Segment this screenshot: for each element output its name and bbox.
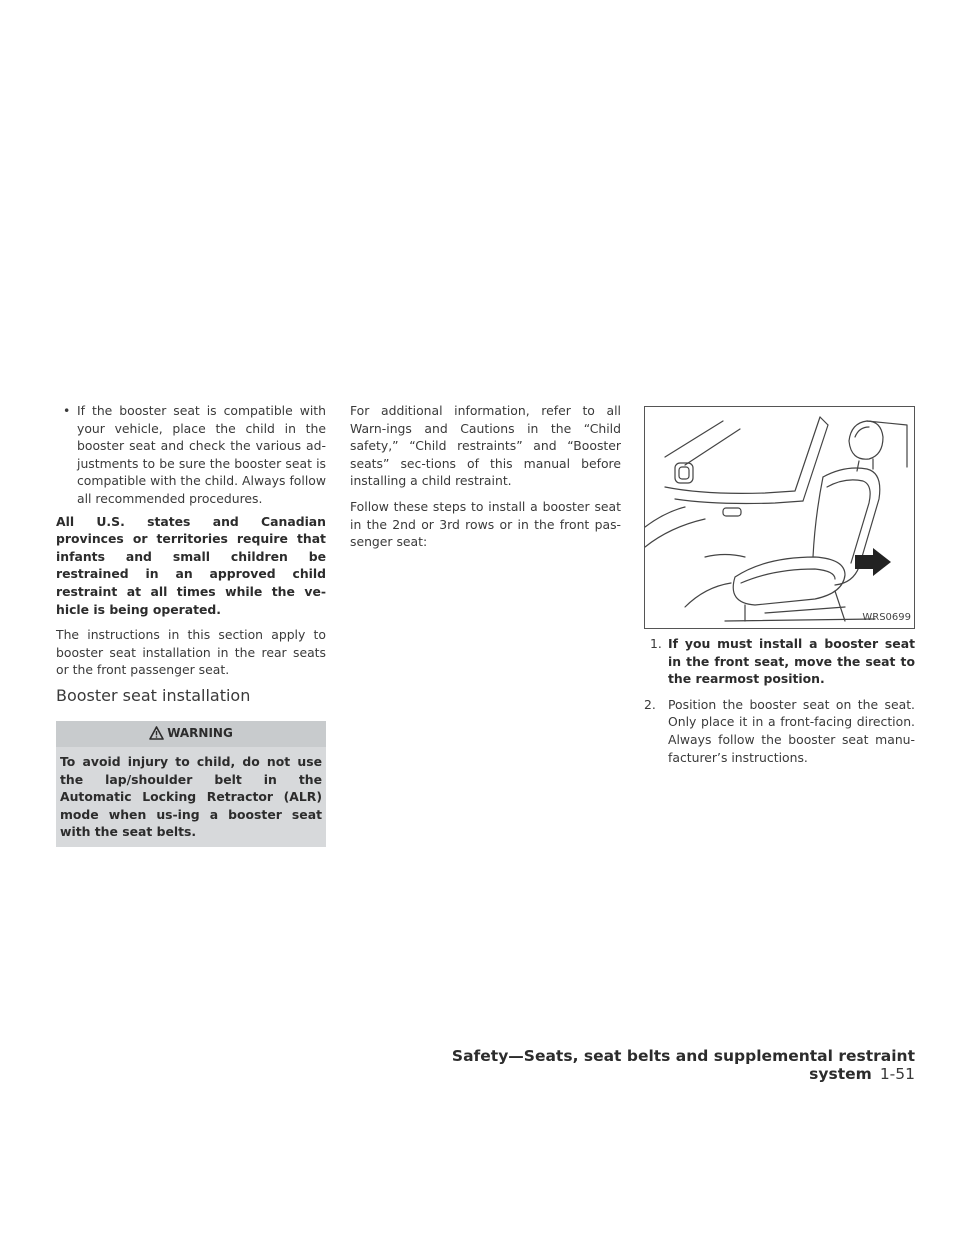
bullet-text: If the booster seat is compatible with your vehicle, place the child in the booster seat and check the various ad-justments to be sure the booster seat is compatible with the child. Always follow all recommended procedures.: [77, 403, 326, 506]
requirement-paragraph: All U.S. states and Canadian provinces or territories require that infants and small children be restrained in an approved child restraint at all times while the ve-hicle is being operated.: [56, 513, 326, 617]
instructions-paragraph: The instructions in this section apply to booster seat installation in the rear seats or the front passenger seat.: [56, 627, 326, 678]
additional-info-paragraph: For additional information, refer to all Warn-ings and Cautions in the “Child safety,” “Child restraints” and “Booster seats” sec-tions of this manual before installing a child restraint.: [350, 403, 621, 489]
middle-column: [350, 402, 621, 559]
step-text: Position the booster seat on the seat. Only place it in a front-facing direction. Always follow the booster seat manu-facturer’s instructions.: [668, 696, 915, 765]
bullet-mark: •: [63, 403, 71, 418]
step-text: If you must install a booster seat in the front seat, move the seat to the rearmost position.: [668, 636, 915, 687]
warning-box: [56, 721, 326, 848]
left-column: [56, 402, 326, 847]
right-arrow-icon: [855, 548, 891, 576]
warning-title: WARNING: [167, 725, 233, 740]
warning-triangle-icon: [149, 726, 164, 740]
seat-drawing: [645, 407, 914, 628]
step-number: 2.: [644, 696, 656, 712]
page-number: 1-51: [879, 1065, 915, 1083]
bullet-item: [56, 402, 326, 508]
section-heading: Booster seat installation: [56, 685, 251, 705]
seat-illustration: [644, 406, 915, 629]
step-2: [644, 696, 915, 766]
figure-label: WRS0699: [862, 612, 911, 624]
step-number: 1.: [650, 636, 662, 651]
step-1: [644, 635, 915, 688]
warning-header: [56, 721, 326, 748]
right-column: [644, 402, 915, 774]
page-footer: [400, 1047, 915, 1083]
warning-text: To avoid injury to child, do not use the lap/shoulder belt in the Automatic Locking Retractor (ALR) mode when us-ing a booster seat with the seat belts.: [60, 754, 322, 840]
steps-intro-paragraph: Follow these steps to install a booster seat in the 2nd or 3rd rows or in the front pas-senger seat:: [350, 498, 621, 550]
chapter-title: Safety—Seats, seat belts and supplemental restraint system: [451, 1047, 915, 1083]
